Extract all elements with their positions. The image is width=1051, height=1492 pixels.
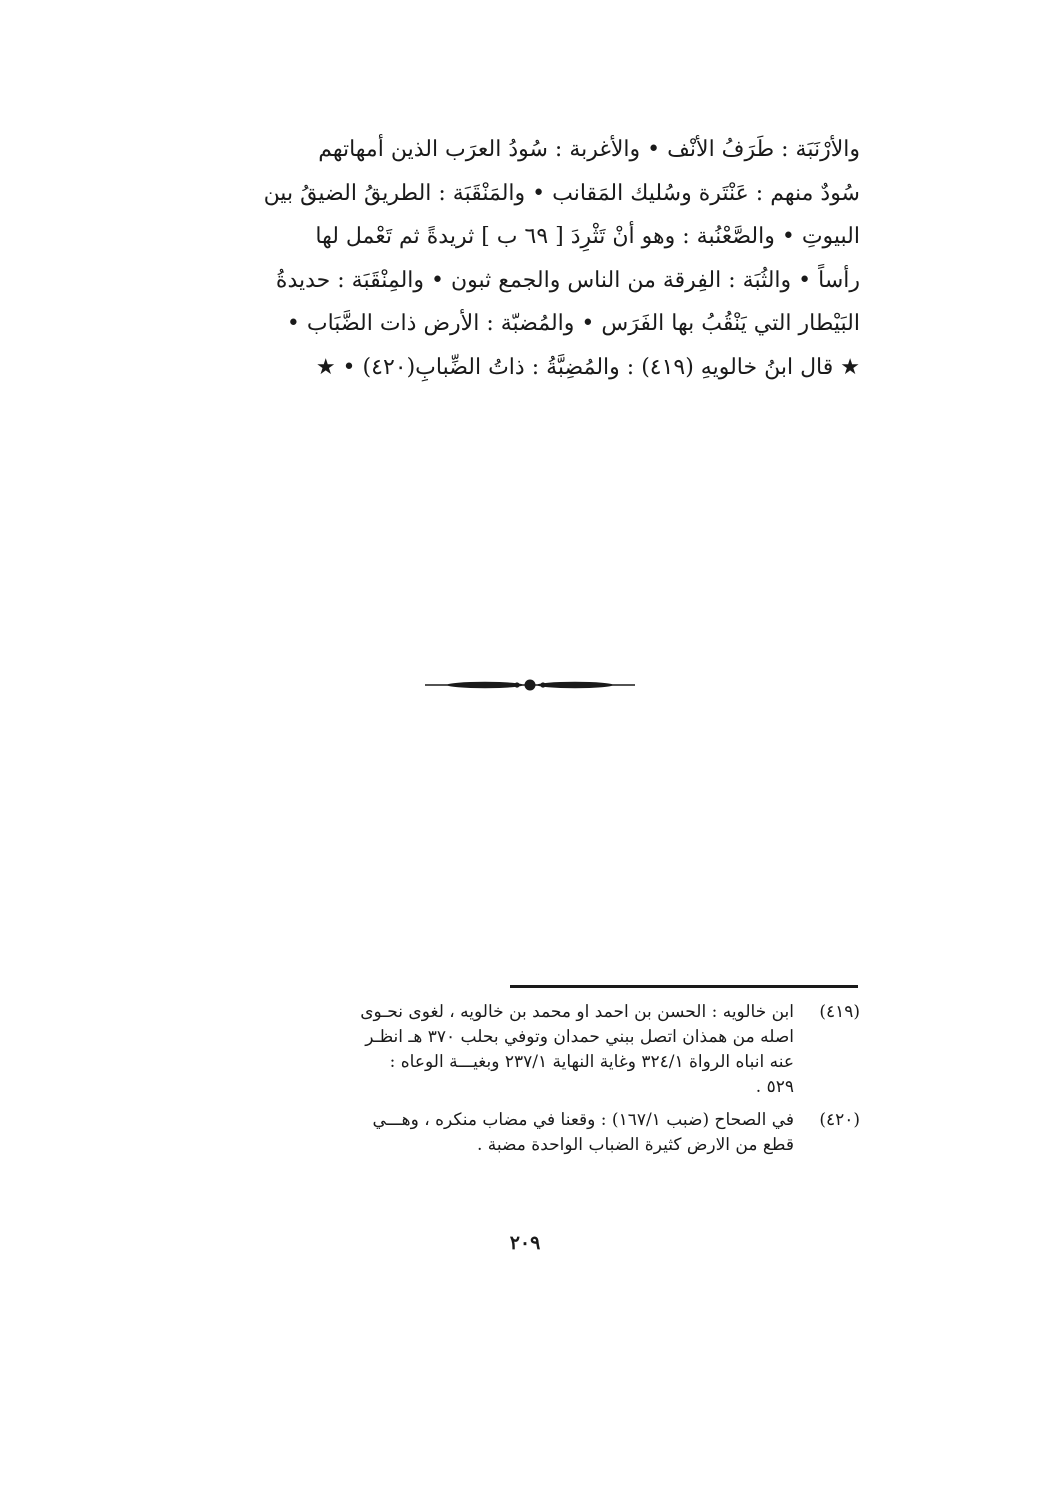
page-number: ٢٠٩ [509, 1232, 541, 1254]
footnote-number: (٤١٩) [819, 1002, 860, 1022]
footnote-separator-rule [510, 985, 858, 988]
footnote-line: ٥٢٩ . [755, 1077, 794, 1097]
footnote-line: اصله من همذان اتصل ببني حمدان وتوفي بحلب ٣٧٠ هـ انظـر [365, 1027, 794, 1047]
section-divider-ornament [425, 672, 635, 698]
body-line: والأرْنَبَة : طَرَفُ الأنْف • والأغربة : سُودُ العرَب الذين أمهاتهم [318, 137, 860, 162]
footnote-text [190, 1108, 794, 1158]
footnote-line: عنه انباه الرواة ٣٢٤/١ وغاية النهاية ٢٣٧/١ وبغيـــة الوعاه : [389, 1052, 794, 1072]
body-line: سُودٌ منهم : عَنْتَرة وسُليك المَقانب • والمَنْقَبَة : الطريقُ الضيقُ بين [263, 180, 860, 206]
footnote-text [190, 1000, 794, 1100]
footnote-line: ابن خالويه : الحسن بن احمد او محمد بن خالويه ، لغوى نحـوى [360, 1002, 794, 1022]
footnote-line: قطع من الارض كثيرة الضباب الواحدة مضبة . [476, 1135, 794, 1155]
footnote-number: (٤٢٠) [819, 1110, 860, 1130]
body-line: ★ قال ابنُ خالويهِ (٤١٩) : والمُضِبَّةُ : ذاتُ الضِّبابِ(٤٢٠) • ★ [315, 354, 860, 380]
footnotes-block [190, 1000, 860, 1166]
footnote-420 [190, 1108, 860, 1158]
footnote-line: في الصحاح (ضبب ١٦٧/١) : وقعنا في مضاب منكره ، وهـــي [372, 1110, 794, 1130]
body-line: رأساً • والثُبَة : الفِرقة من الناس والجمع ثبون • والمِنْقَبَة : حديدةُ [275, 267, 860, 293]
main-text-block [180, 128, 860, 389]
body-line: البَيْطار التي يَنْقُبُ بها الفَرَس • والمُضبّة : الأرض ذات الضَّبَاب • [286, 311, 860, 336]
footnote-419 [190, 1000, 860, 1100]
body-line: البيوتِ • والصَّعْنُبة : وهو أنْ تَثْرِدَ [ ٦٩ ب ] ثريدةً ثم تَعْمل لها [315, 224, 860, 249]
